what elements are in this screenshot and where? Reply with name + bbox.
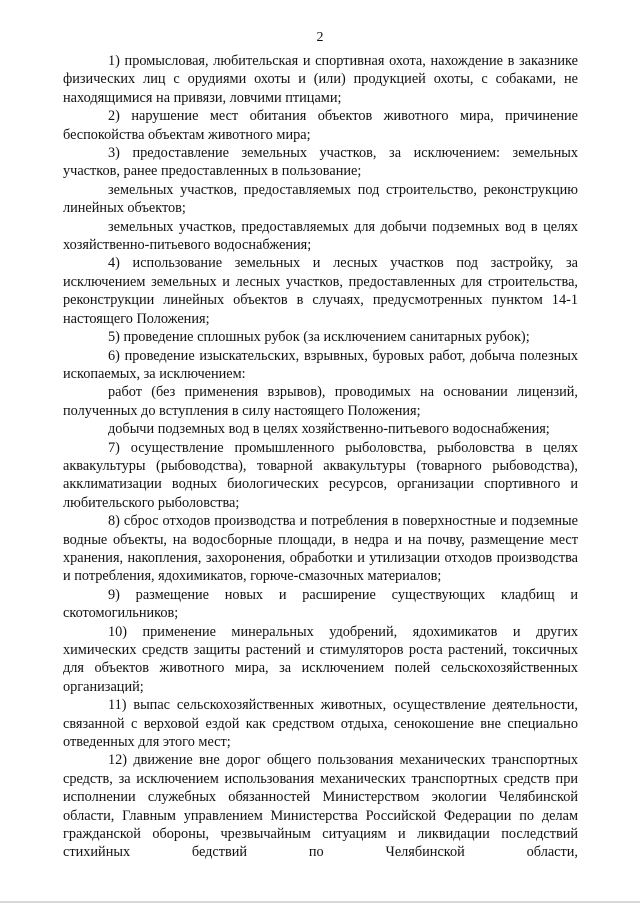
page-bottom-edge [0,901,640,903]
paragraph-item-7: 7) осуществление промышленного рыболовства, рыболовства в целях аквакультуры (рыбоводства), товарной аквакультуры (товарного рыбоводства), акклиматизации водных биологических ресурсов, организации спортивного и любительского рыболовства; [63,439,578,511]
page-number: 2 [316,30,324,45]
paragraph-subitem-licensed-works: работ (без применения взрывов), проводимых на основании лицензий, полученных до вступления в силу настоящего Положения; [63,384,578,419]
paragraph-subitem-groundwater-plots: земельных участков, предоставляемых для добычи подземных вод в целях хозяйственно-питьевого водоснабжения; [63,218,578,254]
paragraph-item-12: 12) движение вне дорог общего пользования механических транспортных средств, за исключением использования механических транспортных средств при исполнении служебных обязанностей Министерством экологии Челябинской области, Главным управлением Министерства Российской Федерации по делам гражданской обороны, чрезвычайным ситуациям и ликвидации последствий стихийных бедствий по Челябинской области, [63,752,578,861]
paragraph-subitem-groundwater-extraction: добычи подземных вод в целях хозяйственно-питьевого водоснабжения; [108,421,550,438]
paragraph-item-3: 3) предоставление земельных участков, за исключением: земельных участков, ранее предоставленных в пользование; [63,145,578,180]
paragraph-item-5: 5) проведение сплошных рубок (за исключением санитарных рубок); [108,329,530,346]
paragraph-subitem-linear-objects: земельных участков, предоставляемых под строительство, реконструкцию линейных объектов; [63,181,578,217]
paragraph-item-10: 10) применение минеральных удобрений, ядохимикатов и других химических средств защиты растений и стимуляторов роста растений, токсичных для объектов животного мира, за исключением полей сельскохозяйственных организаций; [63,623,578,695]
paragraph-item-1: 1) промысловая, любительская и спортивная охота, нахождение в заказнике физических лиц с орудиями охоты и (или) продукцией охоты, с собаками, не находящимися на привязи, ловчими птицами; [63,53,578,106]
paragraph-item-11: 11) выпас сельскохозяйственных животных, осуществление деятельности, связанной с верховой ездой как средством отдыха, сенокошение вне специально отведенных для этого мест; [63,697,578,751]
paragraph-item-4: 4) использование земельных и лесных участков под застройку, за исключением земельных и лесных участков, предоставленных для строительства, реконструкции линейных объектов в случаях, предусмотренных пунктом 14-1 настоящего Положения; [63,255,578,327]
document-body [63,52,578,862]
paragraph-item-9: 9) размещение новых и расширение существующих кладбищ и скотомогильников; [63,586,578,622]
paragraph-item-2: 2) нарушение мест обитания объектов животного мира, причинение беспокойства объектам животного мира; [63,108,578,143]
paragraph-item-6: 6) проведение изыскательских, взрывных, буровых работ, добыча полезных ископаемых, за исключением: [63,347,578,382]
paragraph-item-8: 8) сброс отходов производства и потребления в поверхностные и подземные водные объекты, на водосборные площади, в недра и на почву, размещение мест хранения, накопления, захоронения, обработки и утилизации отходов производства и потребления, ядохимикатов, горюче-смазочных материалов; [63,513,578,585]
